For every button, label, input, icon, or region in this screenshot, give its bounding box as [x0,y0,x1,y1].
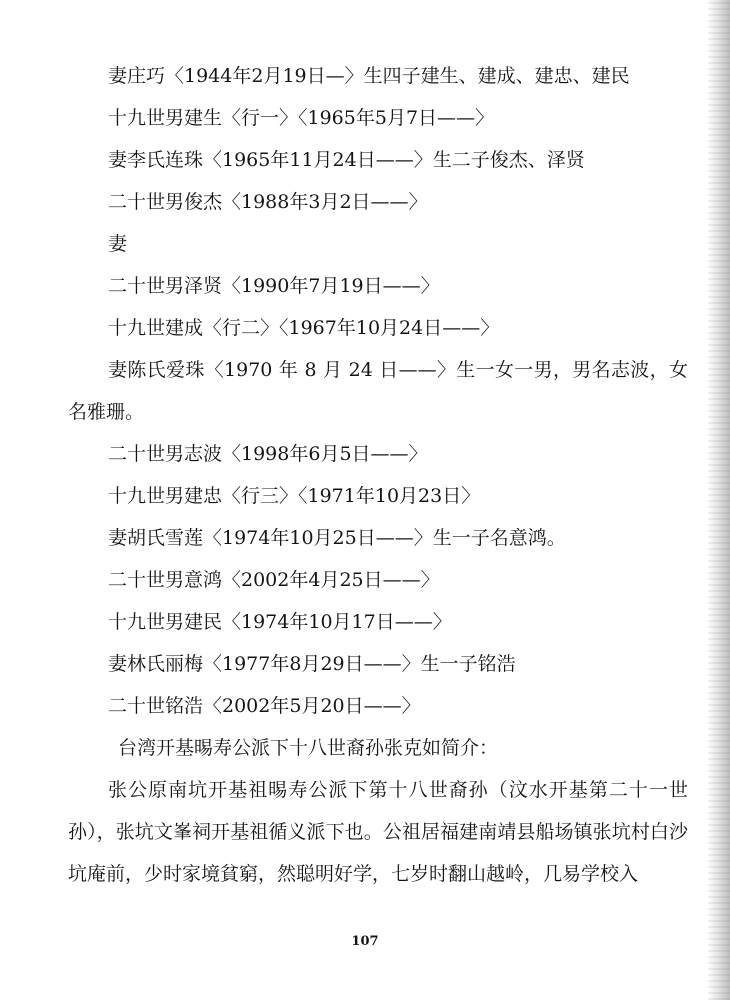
genealogy-line: 妻 [108,233,128,255]
genealogy-paragraph: 妻陈氏爱珠〈1970 年 8 月 24 日——〉生一女一男，男名志波，女名雅珊。 [68,359,688,423]
genealogy-line: 十九世男建生〈行一〉〈1965年5月7日——〉 [108,107,495,129]
genealogy-line: 十九世建成〈行二〉〈1967年10月24日——〉 [108,317,500,339]
biography-paragraph: 张公原南坑开基祖晹寿公派下第十八世裔孙（汶水开基第二十一世孙），张坑文峯祠开基祖循义派下也。公祖居福建南靖县船场镇张坑村白沙坑庵前，少时家境貧窮，然聪明好学，七岁时翻山越岭，几易学校入 [68,779,688,885]
genealogy-line: 十九世男建民〈1974年10月17日——〉 [108,611,452,633]
section-title: 台湾开基晹寿公派下十八世裔孙张克如简介： [118,737,499,759]
genealogy-line: 妻庄巧〈1944年2月19日—〉生四子建生、建成、建忠、建民 [108,65,630,87]
page-number: 107 [351,934,379,949]
genealogy-line: 二十世男泽贤〈1990年7月19日——〉 [108,275,440,297]
genealogy-line: 二十世男志波〈1998年6月5日——〉 [108,443,428,465]
genealogy-page [68,55,688,895]
genealogy-line: 妻李氏连珠〈1965年11月24日——〉生二子俊杰、泽贤 [108,149,585,171]
scan-edge-shadow [708,0,730,1000]
genealogy-line: 妻林氏丽梅〈1977年8月29日——〉生一子铭浩 [108,653,516,675]
genealogy-line: 二十世铭浩〈2002年5月20日——〉 [108,695,421,717]
genealogy-line: 十九世男建忠〈行三〉〈1971年10月23日〉 [108,485,481,507]
genealogy-line: 二十世男意鸿〈2002年4月25日——〉 [108,569,440,591]
genealogy-line: 妻胡氏雪莲〈1974年10月25日——〉生一子名意鸿。 [108,527,566,549]
genealogy-line: 二十世男俊杰〈1988年3月2日——〉 [108,191,428,213]
